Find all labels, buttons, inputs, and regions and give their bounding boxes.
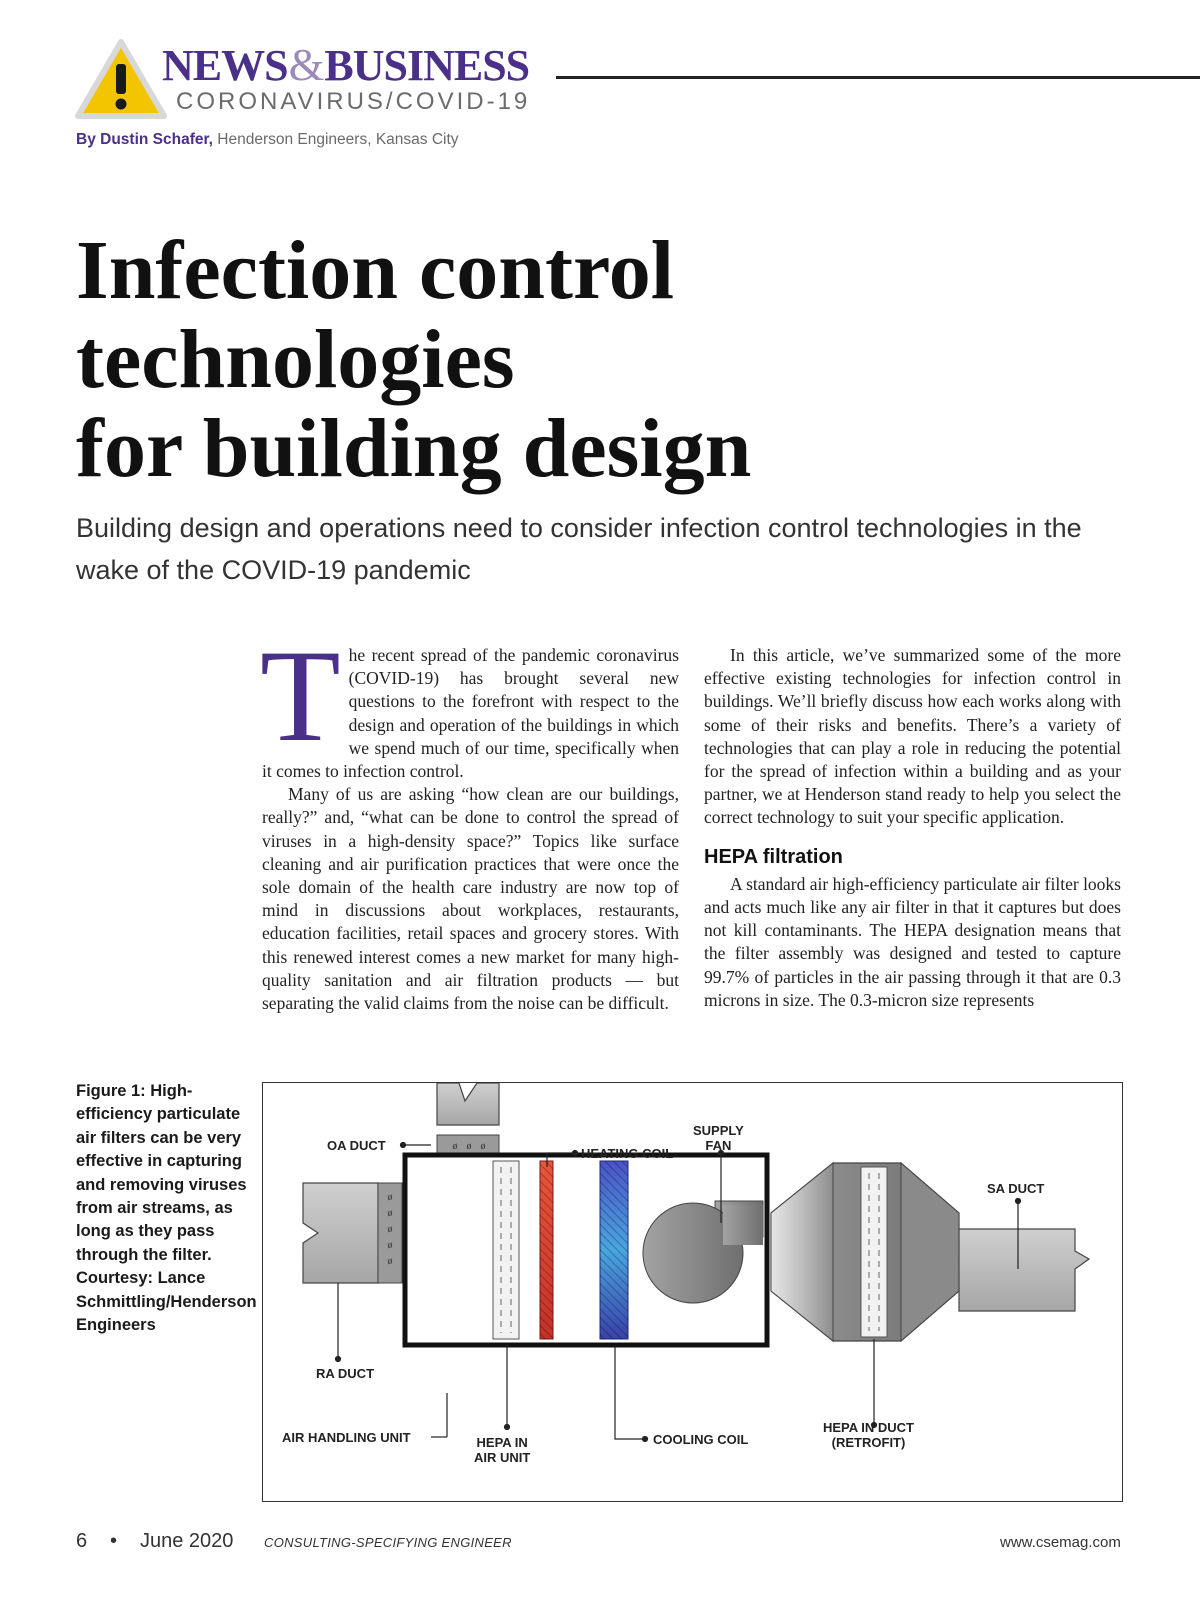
paragraph-intro: [260, 622, 679, 783]
svg-text:ø: ø: [480, 1141, 486, 1152]
heating-coil: [540, 1161, 553, 1339]
brand-news: NEWS: [162, 41, 288, 90]
title-line: Infection control: [76, 224, 675, 317]
brand-business: BUSINESS: [324, 41, 530, 90]
hepa-filter-duct: [861, 1167, 887, 1337]
label-hepa-in-duct-line: (RETROFIT): [831, 1435, 906, 1450]
label-hepa-in-air-unit: [474, 1435, 530, 1465]
label-air-handling-unit: AIR HANDLING UNIT: [282, 1430, 411, 1445]
paragraph-text: he recent spread of the pandemic coronavirus (COVID-19) has brought several new questions to the forefront with respect to the design and operation of the buildings in which we spend much of our time, specifically when it comes to infection control.: [262, 645, 679, 782]
article-deck: Building design and operations need to consider infection control technologies in the wake of the COVID-19 pandemic: [76, 513, 1082, 585]
article-title: [76, 226, 1136, 493]
svg-text:ø: ø: [387, 1192, 393, 1203]
section-subtitle: CORONAVIRUS/COVID-19: [176, 88, 531, 115]
label-hepa-in-air-unit-line: AIR UNIT: [474, 1450, 531, 1465]
svg-text:ø: ø: [387, 1256, 393, 1267]
magazine-url[interactable]: www.csemag.com: [1000, 1534, 1121, 1551]
outside-air-duct: [437, 1083, 499, 1155]
title-line: for building design: [76, 402, 752, 495]
title-line: technologies: [76, 313, 515, 406]
label-hepa-in-air-unit-line: HEPA IN: [476, 1435, 528, 1450]
svg-text:ø: ø: [387, 1240, 393, 1251]
label-oa-duct: OA DUCT: [327, 1138, 386, 1153]
return-air-duct: [303, 1183, 402, 1283]
paragraph: A standard air high-efficiency particulate air filter looks and acts much like any air filter in that it captures but does not kill contaminants. The HEPA designation means that the filter assembly was designed and tested to capture 99.7% of particles in the air passing through it that are 0.3 microns in size. The 0.3-micron size represents: [704, 873, 1121, 1010]
issue-date: June 2020: [140, 1530, 234, 1552]
page-number: 6: [76, 1530, 88, 1552]
label-supply-fan: [693, 1123, 744, 1153]
label-hepa-in-duct-line: HEPA IN DUCT: [823, 1420, 914, 1435]
magazine-name: CONSULTING-SPECIFYING ENGINEER: [264, 1535, 512, 1550]
paragraph: Many of us are asking “how clean are our buildings, really?” and, “what can be done to control the spread of viruses in a high-density space?” Topics like surface cleaning and air purification practices that were once the sole domain of the health care industry are now top of mind in discussions about workplaces, restaurants, education facilities, retail spaces and grocery stores. With this renewed interest comes a new market for many high-quality sanitation and air filtration products — but separating the valid claims from the noise can be difficult.: [262, 784, 679, 1014]
warning-icon: [74, 38, 168, 120]
label-cooling-coil: COOLING COIL: [653, 1432, 749, 1447]
label-ra-duct: RA DUCT: [316, 1366, 375, 1381]
body-column-left: [260, 622, 679, 1015]
hepa-filter-unit: [493, 1161, 519, 1339]
drop-cap: T: [260, 622, 341, 769]
section-heading: HEPA filtration: [704, 845, 843, 868]
svg-text:ø: ø: [452, 1141, 458, 1152]
brand-ampersand: &: [288, 39, 324, 90]
supply-air-duct: [959, 1229, 1089, 1311]
byline-affiliation: Henderson Engineers, Kansas City: [212, 131, 459, 148]
label-heating-coil: HEATING COIL: [581, 1146, 674, 1161]
header-rule: [556, 76, 1200, 79]
figure-caption: Figure 1: High-efficiency particulate air filters can be very effective in capturing and removing viruses from air streams, as long as they pass through the filter. Courtesy: Lance Schmittling/Henderson Engineers: [76, 1082, 257, 1335]
paragraph: In this article, we’ve summarized some of the more effective existing technologies for infection control in buildings. We’ll briefly discuss how each works along with some of their risks and benefits. There’s a variety of technologies that can play a role in reducing the potential for the spread of infection within a building and as your partner, we at Henderson stand ready to help you select the correct technology to suit your specific application.: [704, 645, 1121, 828]
svg-text:ø: ø: [387, 1224, 393, 1235]
label-supply-fan-line: SUPPLY: [693, 1123, 744, 1138]
label-supply-fan-line: FAN: [705, 1138, 732, 1153]
ahu-diagram: [262, 1082, 1123, 1502]
cooling-coil: [600, 1161, 628, 1339]
svg-text:ø: ø: [387, 1208, 393, 1219]
section-brand: [162, 39, 530, 90]
svg-text:ø: ø: [466, 1141, 472, 1152]
label-sa-duct: SA DUCT: [987, 1181, 1045, 1196]
byline: [76, 131, 459, 149]
body-column-right: [704, 644, 1121, 1012]
label-hepa-in-duct: [823, 1420, 914, 1450]
footer-bullet: •: [110, 1530, 118, 1552]
byline-author: By Dustin Schafer,: [76, 131, 213, 148]
